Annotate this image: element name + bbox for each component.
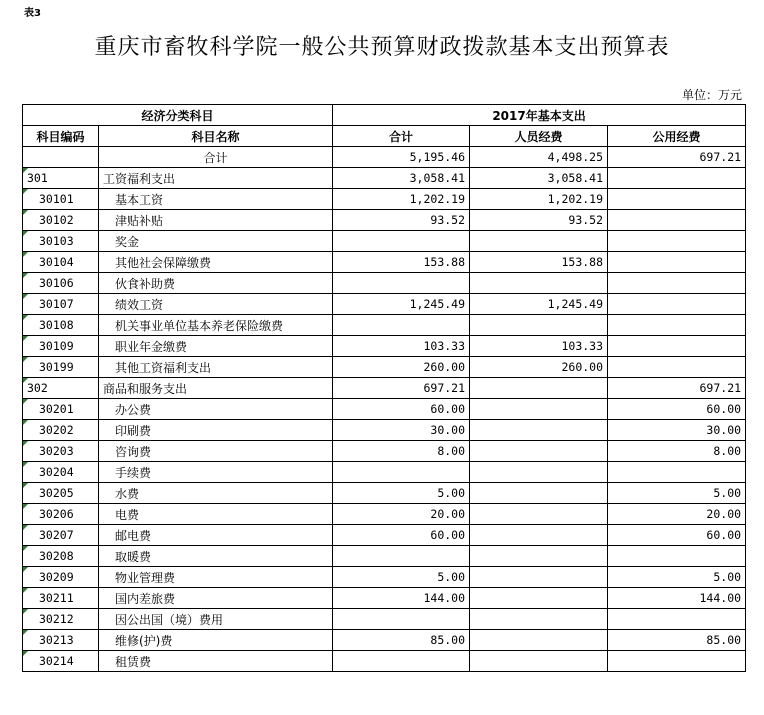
cell-personnel bbox=[470, 504, 608, 525]
table-row bbox=[23, 252, 746, 273]
header-code: 科目编码 bbox=[23, 126, 99, 147]
cell-public bbox=[608, 252, 746, 273]
cell-total: 260.00 bbox=[333, 357, 470, 378]
cell-code: 30102 bbox=[23, 210, 99, 231]
cell-personnel: 260.00 bbox=[470, 357, 608, 378]
cell-code: 30199 bbox=[23, 357, 99, 378]
cell-personnel: 4,498.25 bbox=[470, 147, 608, 168]
header-econ-class: 经济分类科目 bbox=[23, 105, 333, 126]
cell-personnel: 103.33 bbox=[470, 336, 608, 357]
cell-code: 302 bbox=[23, 378, 99, 399]
header-personnel: 人员经费 bbox=[470, 126, 608, 147]
cell-personnel bbox=[470, 441, 608, 462]
cell-code: 30109 bbox=[23, 336, 99, 357]
cell-public bbox=[608, 231, 746, 252]
cell-total: 30.00 bbox=[333, 420, 470, 441]
table-row bbox=[23, 525, 746, 546]
cell-code: 30211 bbox=[23, 588, 99, 609]
cell-code: 30207 bbox=[23, 525, 99, 546]
cell-public: 5.00 bbox=[608, 567, 746, 588]
page-title: 重庆市畜牧科学院一般公共预算财政拨款基本支出预算表 bbox=[94, 35, 670, 60]
cell-public bbox=[608, 189, 746, 210]
cell-public: 85.00 bbox=[608, 630, 746, 651]
cell-personnel: 153.88 bbox=[470, 252, 608, 273]
cell-public bbox=[608, 210, 746, 231]
cell-name: 电费 bbox=[99, 504, 333, 525]
table-row bbox=[23, 168, 746, 189]
cell-total: 60.00 bbox=[333, 525, 470, 546]
cell-total bbox=[333, 546, 470, 567]
table-row bbox=[23, 315, 746, 336]
table-body bbox=[23, 147, 746, 672]
cell-public: 8.00 bbox=[608, 441, 746, 462]
table-row bbox=[23, 504, 746, 525]
cell-name: 因公出国（境）费用 bbox=[99, 609, 333, 630]
cell-name: 伙食补助费 bbox=[99, 273, 333, 294]
header-row-group bbox=[23, 105, 746, 126]
cell-personnel bbox=[470, 525, 608, 546]
cell-total: 60.00 bbox=[333, 399, 470, 420]
cell-public: 60.00 bbox=[608, 525, 746, 546]
cell-total: 1,202.19 bbox=[333, 189, 470, 210]
cell-name: 邮电费 bbox=[99, 525, 333, 546]
cell-total: 5,195.46 bbox=[333, 147, 470, 168]
cell-code: 30208 bbox=[23, 546, 99, 567]
cell-total: 85.00 bbox=[333, 630, 470, 651]
table-row bbox=[23, 399, 746, 420]
cell-code: 30106 bbox=[23, 273, 99, 294]
cell-name: 奖金 bbox=[99, 231, 333, 252]
header-name: 科目名称 bbox=[99, 126, 333, 147]
cell-total: 144.00 bbox=[333, 588, 470, 609]
cell-total: 1,245.49 bbox=[333, 294, 470, 315]
cell-code: 30204 bbox=[23, 462, 99, 483]
cell-name: 咨询费 bbox=[99, 441, 333, 462]
cell-public bbox=[608, 651, 746, 672]
cell-total bbox=[333, 315, 470, 336]
cell-total: 8.00 bbox=[333, 441, 470, 462]
cell-code: 30206 bbox=[23, 504, 99, 525]
table-row bbox=[23, 462, 746, 483]
cell-total bbox=[333, 462, 470, 483]
cell-public: 60.00 bbox=[608, 399, 746, 420]
cell-code bbox=[23, 147, 99, 168]
cell-total bbox=[333, 231, 470, 252]
cell-code: 30205 bbox=[23, 483, 99, 504]
cell-name: 商品和服务支出 bbox=[99, 378, 333, 399]
cell-total: 3,058.41 bbox=[333, 168, 470, 189]
table-row bbox=[23, 336, 746, 357]
header-total: 合计 bbox=[333, 126, 470, 147]
cell-name: 手续费 bbox=[99, 462, 333, 483]
cell-public bbox=[608, 168, 746, 189]
cell-name: 维修(护)费 bbox=[99, 630, 333, 651]
cell-name: 国内差旅费 bbox=[99, 588, 333, 609]
cell-personnel bbox=[470, 567, 608, 588]
cell-total: 153.88 bbox=[333, 252, 470, 273]
cell-total: 20.00 bbox=[333, 504, 470, 525]
table-row bbox=[23, 546, 746, 567]
budget-table bbox=[22, 104, 746, 672]
cell-total bbox=[333, 651, 470, 672]
cell-total: 5.00 bbox=[333, 567, 470, 588]
cell-name: 取暖费 bbox=[99, 546, 333, 567]
cell-code: 301 bbox=[23, 168, 99, 189]
cell-public: 30.00 bbox=[608, 420, 746, 441]
cell-personnel bbox=[470, 609, 608, 630]
cell-personnel bbox=[470, 630, 608, 651]
cell-code: 30214 bbox=[23, 651, 99, 672]
table-row bbox=[23, 483, 746, 504]
cell-personnel bbox=[470, 399, 608, 420]
cell-personnel: 3,058.41 bbox=[470, 168, 608, 189]
cell-personnel bbox=[470, 483, 608, 504]
table-tag: 表3 bbox=[24, 8, 41, 19]
cell-code: 30101 bbox=[23, 189, 99, 210]
cell-public bbox=[608, 336, 746, 357]
cell-public bbox=[608, 462, 746, 483]
cell-name: 工资福利支出 bbox=[99, 168, 333, 189]
cell-code: 30213 bbox=[23, 630, 99, 651]
cell-code: 30108 bbox=[23, 315, 99, 336]
cell-name: 其他社会保障缴费 bbox=[99, 252, 333, 273]
cell-total bbox=[333, 273, 470, 294]
cell-name: 印刷费 bbox=[99, 420, 333, 441]
cell-personnel: 1,202.19 bbox=[470, 189, 608, 210]
cell-public: 20.00 bbox=[608, 504, 746, 525]
cell-code: 30201 bbox=[23, 399, 99, 420]
table-row bbox=[23, 273, 746, 294]
table-row bbox=[23, 294, 746, 315]
cell-public: 144.00 bbox=[608, 588, 746, 609]
table-row bbox=[23, 378, 746, 399]
cell-name: 津贴补贴 bbox=[99, 210, 333, 231]
table-row bbox=[23, 420, 746, 441]
cell-total: 697.21 bbox=[333, 378, 470, 399]
cell-public bbox=[608, 357, 746, 378]
unit-label: 单位：万元 bbox=[681, 88, 742, 102]
cell-name: 水费 bbox=[99, 483, 333, 504]
cell-code: 30209 bbox=[23, 567, 99, 588]
cell-personnel bbox=[470, 273, 608, 294]
cell-personnel bbox=[470, 315, 608, 336]
cell-name: 基本工资 bbox=[99, 189, 333, 210]
cell-name: 其他工资福利支出 bbox=[99, 357, 333, 378]
cell-public: 697.21 bbox=[608, 147, 746, 168]
cell-public bbox=[608, 273, 746, 294]
cell-code: 30107 bbox=[23, 294, 99, 315]
cell-code: 30104 bbox=[23, 252, 99, 273]
cell-name: 职业年金缴费 bbox=[99, 336, 333, 357]
cell-name: 办公费 bbox=[99, 399, 333, 420]
table-row bbox=[23, 651, 746, 672]
cell-total: 5.00 bbox=[333, 483, 470, 504]
cell-personnel: 93.52 bbox=[470, 210, 608, 231]
cell-code: 30203 bbox=[23, 441, 99, 462]
cell-personnel bbox=[470, 378, 608, 399]
cell-name: 物业管理费 bbox=[99, 567, 333, 588]
cell-name: 绩效工资 bbox=[99, 294, 333, 315]
cell-personnel: 1,245.49 bbox=[470, 294, 608, 315]
table-row bbox=[23, 441, 746, 462]
cell-name: 合计 bbox=[99, 147, 333, 168]
cell-public bbox=[608, 315, 746, 336]
cell-name: 机关事业单位基本养老保险缴费 bbox=[99, 315, 333, 336]
header-row-columns bbox=[23, 126, 746, 147]
table-row bbox=[23, 231, 746, 252]
table-row bbox=[23, 189, 746, 210]
table-row bbox=[23, 147, 746, 168]
header-public: 公用经费 bbox=[608, 126, 746, 147]
cell-personnel bbox=[470, 420, 608, 441]
cell-public: 5.00 bbox=[608, 483, 746, 504]
cell-total bbox=[333, 609, 470, 630]
cell-name: 租赁费 bbox=[99, 651, 333, 672]
cell-personnel bbox=[470, 546, 608, 567]
cell-public bbox=[608, 609, 746, 630]
cell-personnel bbox=[470, 588, 608, 609]
cell-total: 103.33 bbox=[333, 336, 470, 357]
cell-code: 30212 bbox=[23, 609, 99, 630]
table-row bbox=[23, 609, 746, 630]
table-row bbox=[23, 567, 746, 588]
cell-public bbox=[608, 294, 746, 315]
table-row bbox=[23, 210, 746, 231]
cell-total: 93.52 bbox=[333, 210, 470, 231]
cell-personnel bbox=[470, 651, 608, 672]
cell-public bbox=[608, 546, 746, 567]
cell-code: 30202 bbox=[23, 420, 99, 441]
cell-personnel bbox=[470, 231, 608, 252]
table-row bbox=[23, 588, 746, 609]
table-row bbox=[23, 630, 746, 651]
header-year-basic: 2017年基本支出 bbox=[333, 105, 746, 126]
table-row bbox=[23, 357, 746, 378]
cell-code: 30103 bbox=[23, 231, 99, 252]
cell-personnel bbox=[470, 462, 608, 483]
cell-public: 697.21 bbox=[608, 378, 746, 399]
